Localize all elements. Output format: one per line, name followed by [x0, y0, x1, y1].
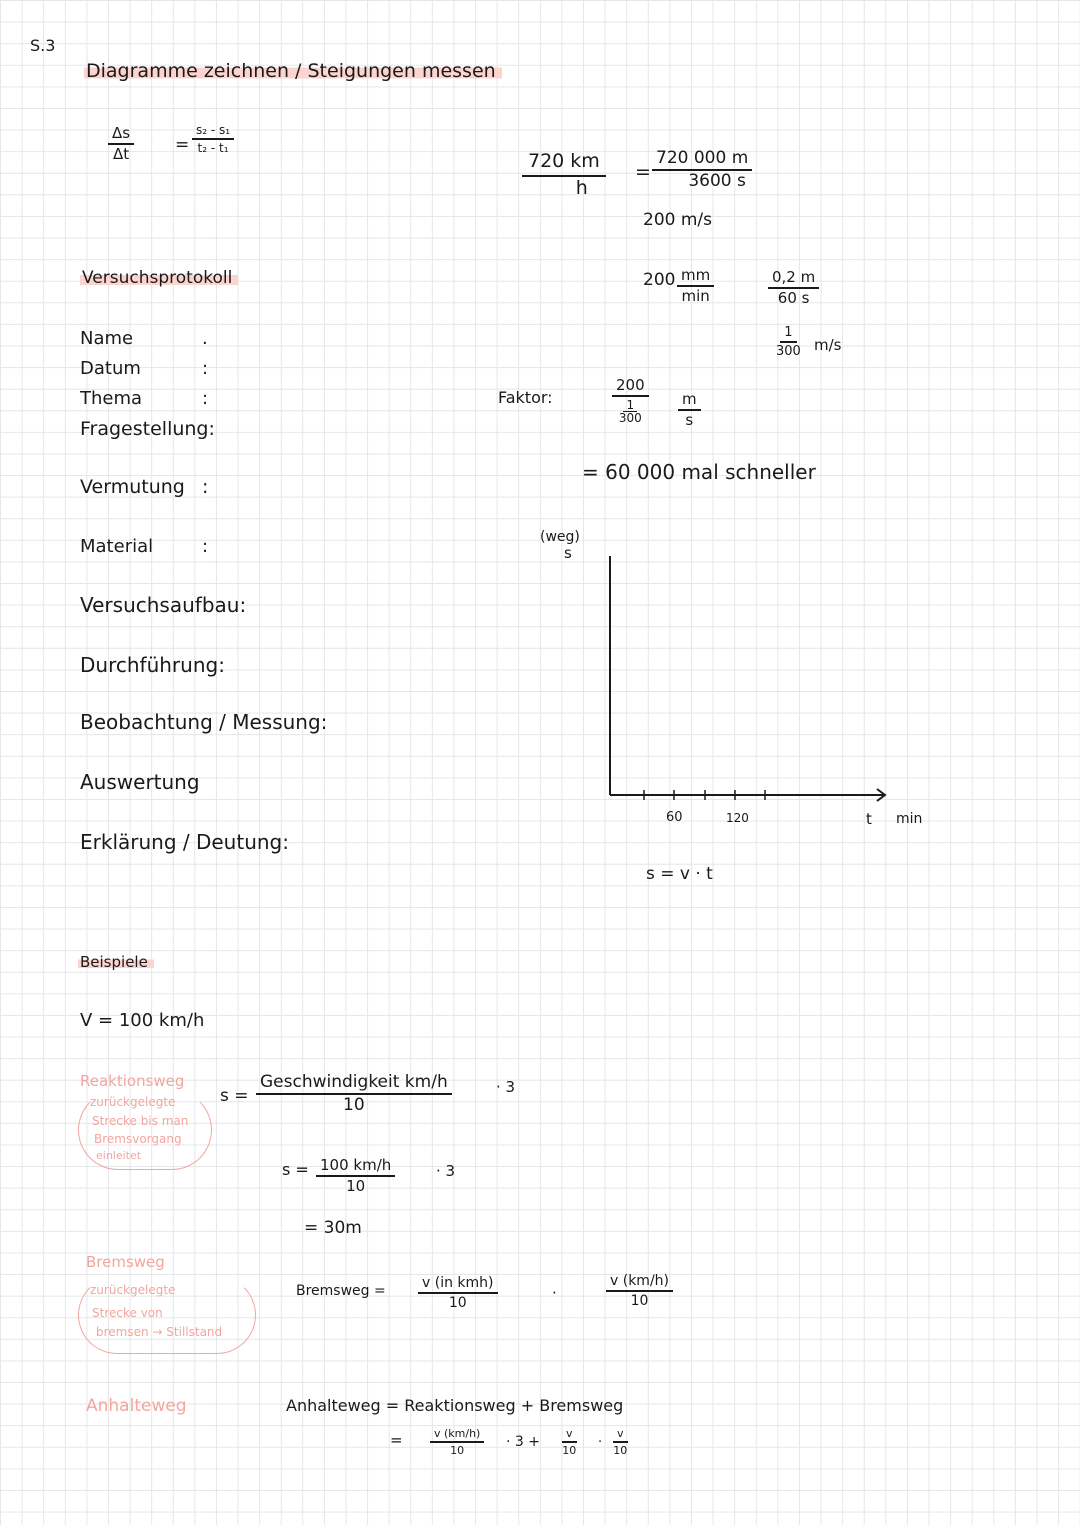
graph-x-tick-120: 120 — [726, 811, 749, 825]
reaktionsweg-formula-mult: · 3 — [496, 1078, 516, 1096]
fraction-300: $\frac{1}{300}$ — [776, 325, 801, 359]
protocol-item-name: Name . — [80, 328, 208, 349]
protocol-item-durchfuehrung: Durchführung: — [80, 653, 225, 677]
reaktionsweg-result: = 30m — [304, 1218, 362, 1238]
anhalteweg-mult: · 3 + — [506, 1434, 540, 1450]
protocol-item-thema: Thema : — [80, 388, 209, 409]
protocol-item-vermutung: Vermutung : — [80, 476, 209, 498]
bremsweg-lhs: Bremsweg = — [296, 1283, 386, 1299]
graph-y-label: s — [564, 544, 572, 562]
anhalteweg-fraction-1: $\frac{v (km/h)}{10}$ — [430, 1428, 484, 1456]
conversion-equals: = — [635, 161, 651, 183]
protocol-title: Versuchsprotokoll — [80, 270, 238, 287]
graph-x-tick-60: 60 — [666, 810, 683, 825]
factor-unit: $\frac{m}{s}$ — [678, 392, 701, 428]
bremsweg-fraction-1: v (in kmh) 10 — [418, 1276, 498, 1310]
conversion-result: 200 m/s — [643, 210, 712, 230]
protocol-item-erklaerung: Erklärung / Deutung: — [80, 830, 289, 854]
bremsweg-label: Bremsweg — [86, 1253, 165, 1271]
slope-lhs: $\frac{\Delta s}{\Delta t}$ — [108, 126, 134, 162]
reaktionsweg-note-4: einleitet — [96, 1149, 142, 1162]
factor-result: = 60 000 mal schneller — [582, 460, 816, 484]
reaktionsweg-calc-mult: · 3 — [436, 1162, 456, 1180]
anhalteweg-dot: · — [598, 1435, 603, 1450]
reaktionsweg-formula: Geschwindigkeit km/h 10 — [256, 1074, 452, 1114]
bremsweg-note-2: Strecke von — [92, 1306, 163, 1320]
graph-y-label-top: (weg) — [540, 529, 580, 545]
slope-equals: = — [175, 135, 190, 155]
reaktionsweg-note-1: zurückgelegte — [90, 1095, 176, 1109]
protocol-item-datum: Datum : — [80, 358, 209, 379]
conversion-kmh: $\frac{720 km}{h}$ — [522, 152, 606, 198]
mm-value: 200 — [643, 270, 676, 290]
bremsweg-note-1: zurückgelegte — [90, 1283, 176, 1297]
page-heading: Diagramme zeichnen / Steigungen messen — [84, 62, 502, 81]
bremsweg-note-3: bremsen → Stillstand — [96, 1325, 223, 1339]
fraction-300-unit: m/s — [814, 336, 842, 354]
anhalteweg-line-1: Anhalteweg = Reaktionsweg + Bremsweg — [286, 1396, 624, 1415]
protocol-item-auswertung: Auswertung — [80, 770, 200, 794]
reaktionsweg-label: Reaktionsweg — [80, 1072, 185, 1090]
factor-fraction: 200 1 300 — [612, 378, 649, 424]
graph-formula: s = v · t — [646, 864, 713, 884]
anhalteweg-fraction-3: $\frac{v}{10}$ — [613, 1427, 628, 1457]
anhalteweg-fraction-2: $\frac{v}{10}$ — [562, 1427, 577, 1457]
anhalteweg-label: Anhalteweg — [86, 1396, 187, 1416]
examples-speed: V = 100 km/h — [80, 1010, 205, 1031]
conversion-ms: $\frac{720 000 m}{3600 s}$ — [652, 150, 752, 190]
page-reference: S.3 — [30, 36, 56, 55]
reaktionsweg-note-3: Bremsvorgang — [94, 1132, 182, 1146]
anhalteweg-eq: = — [390, 1431, 403, 1449]
bremsweg-fraction-2: $\frac{v (km/h)}{10}$ — [606, 1274, 673, 1308]
graph-x-unit: min — [896, 811, 923, 827]
graph-x-label: t — [866, 810, 872, 828]
mm-per-min: mm min — [677, 268, 714, 304]
slope-rhs: $\frac{\text{s₂ - s₁}}{\text{t₂ - t₁}}$ — [192, 124, 234, 154]
reaktionsweg-note-2: Strecke bis man — [92, 1114, 189, 1128]
reaktionsweg-calc: $\frac{100 km/h}{10}$ — [316, 1158, 395, 1194]
reaktionsweg-formula-lhs: s = — [220, 1086, 249, 1106]
reaktionsweg-calc-lhs: s = — [282, 1160, 309, 1179]
protocol-item-beobachtung: Beobachtung / Messung: — [80, 710, 328, 734]
examples-title: Beispiele — [78, 955, 154, 970]
protocol-item-fragestellung: Fragestellung: — [80, 418, 215, 440]
bremsweg-dot: · — [552, 1284, 557, 1302]
protocol-item-material: Material : — [80, 536, 209, 557]
protocol-item-versuchsaufbau: Versuchsaufbau: — [80, 593, 247, 617]
m-per-60s: $\frac{0,2 m}{60 s}$ — [768, 270, 819, 306]
factor-label: Faktor: — [498, 388, 553, 407]
